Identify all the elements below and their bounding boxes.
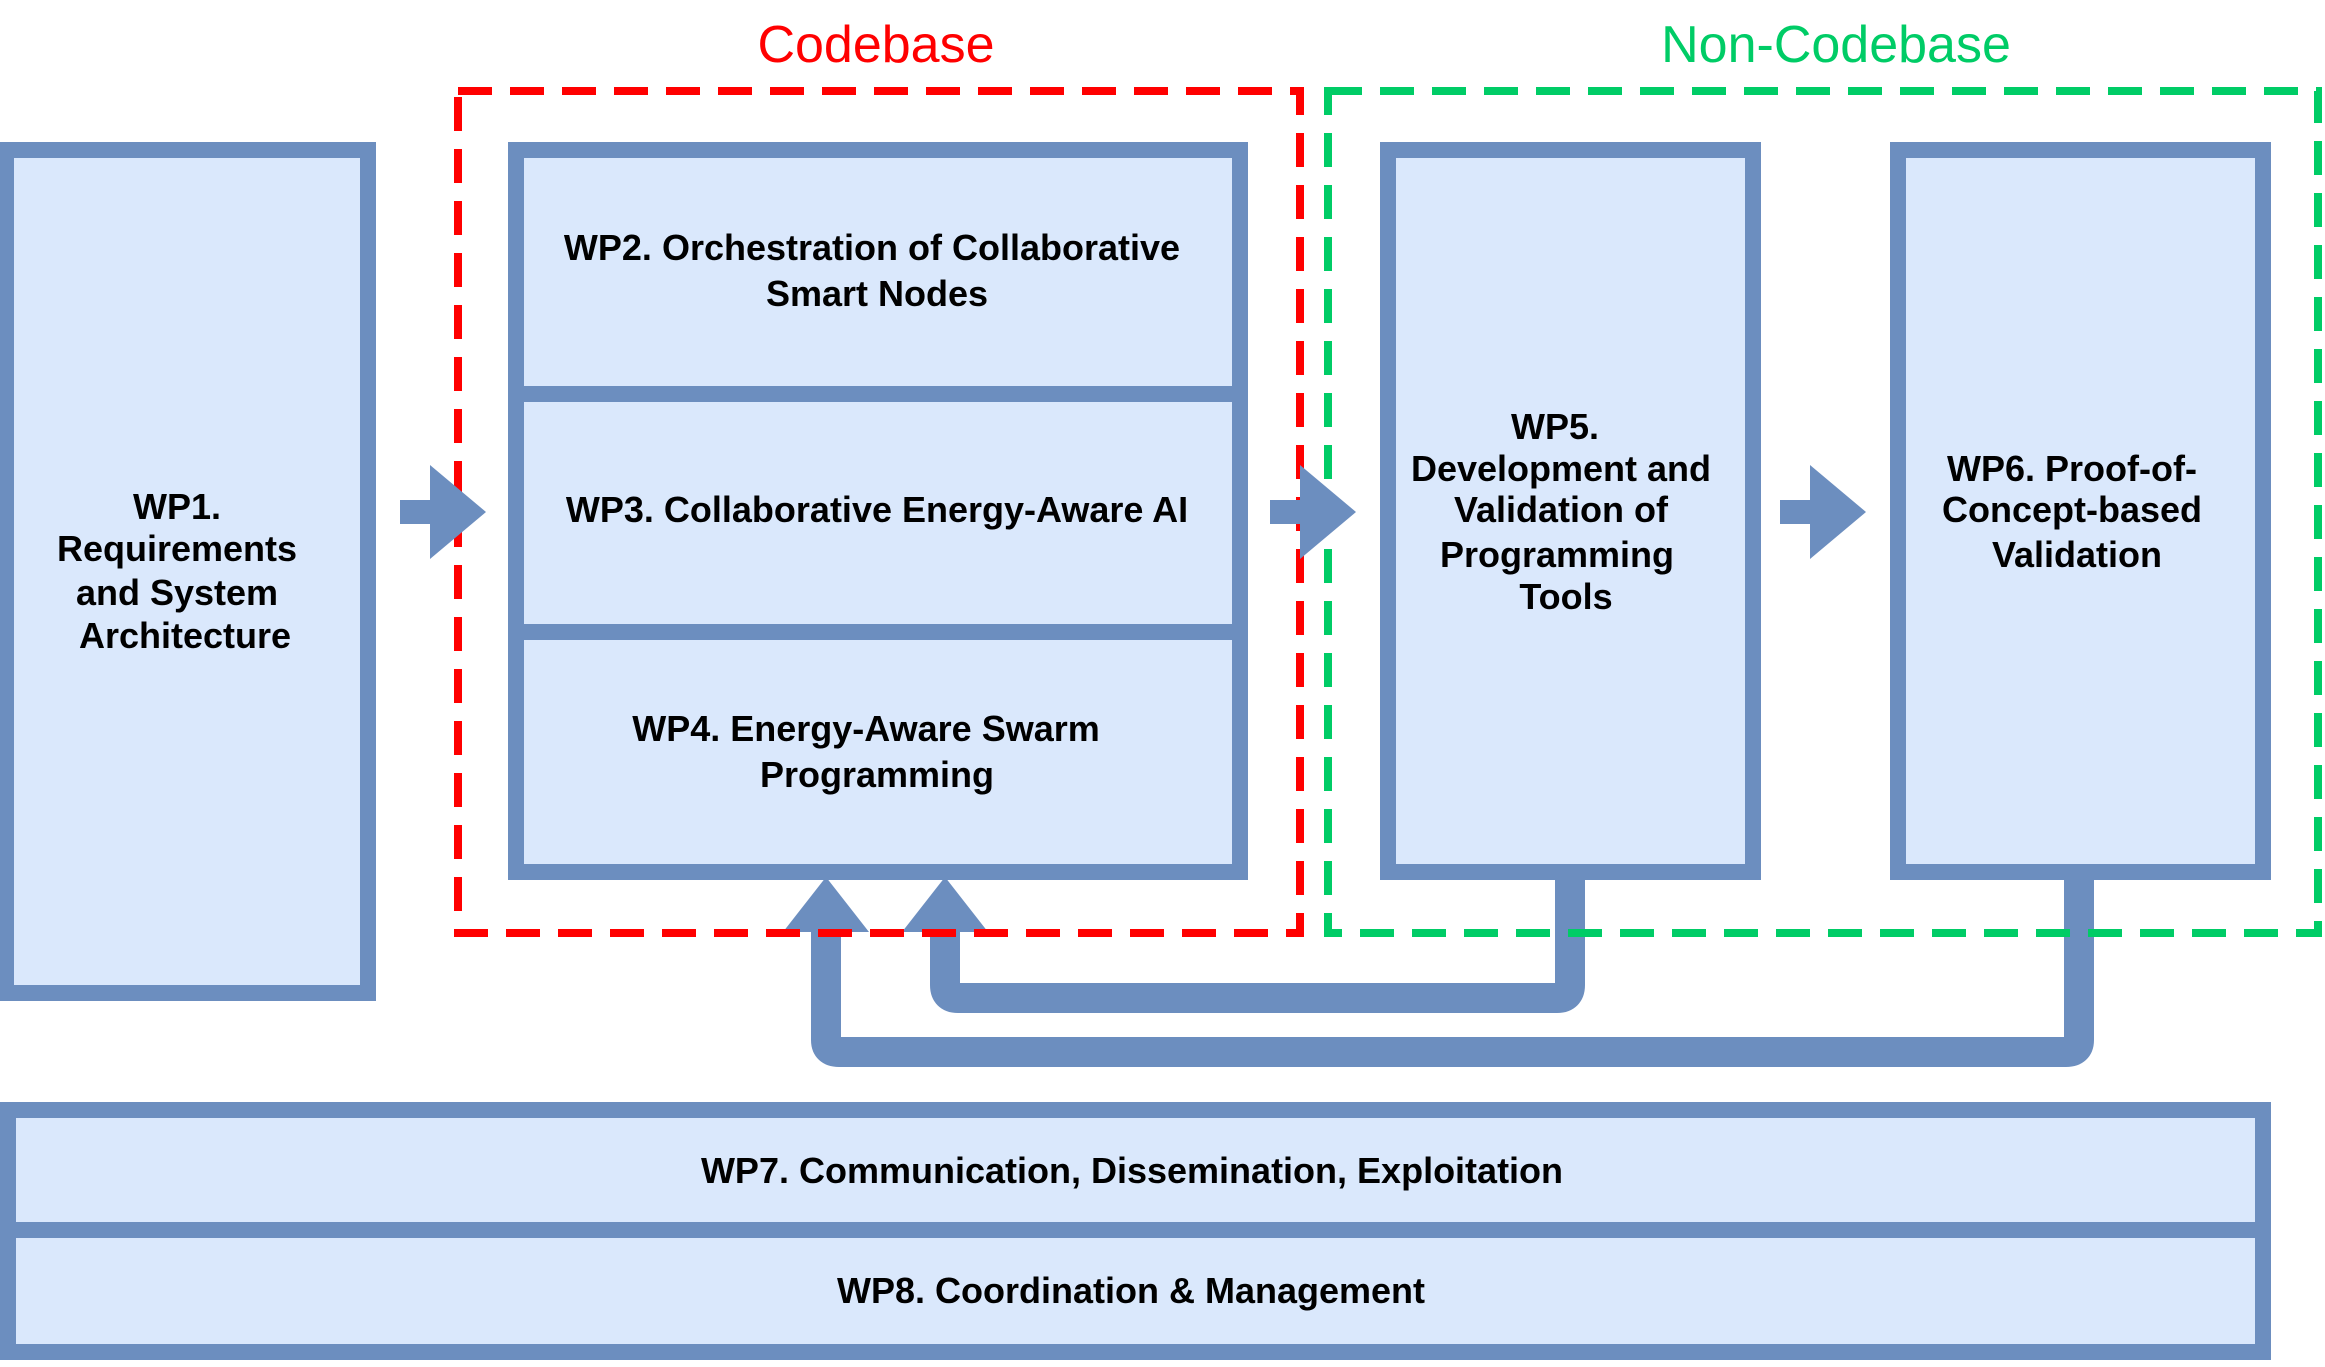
feedback-loop-wp6-to-wp4 (826, 880, 2079, 1052)
wp8-label: WP8. Coordination & Management (836, 1270, 1426, 1311)
wp3-label: WP3. Collaborative Energy-Aware AI (565, 489, 1189, 530)
wp4-box (516, 632, 1240, 872)
wp4-label: WP4. Energy-Aware Swarm Programming (632, 708, 1100, 795)
wp1-label: WP1. Requirements and System Architecture (56, 486, 298, 656)
feedback-loop-wp5-to-wp4 (945, 880, 1570, 998)
arrow-wp1-to-codebase (400, 465, 486, 559)
wp6-label: WP6. Proof-of- Concept-based Validation (1941, 448, 2203, 575)
feedback-arrowhead-wp5 (902, 877, 988, 932)
wp2-label: WP2. Orchestration of Collaborative Smart Nodes (563, 227, 1181, 314)
arrow-codebase-to-wp5 (1270, 465, 1356, 559)
wp2-box (516, 150, 1240, 394)
non-codebase-label: Non-Codebase (1661, 16, 2011, 74)
wp5-label: WP5. Development and Validation of Programming Tools (1410, 406, 1712, 617)
feedback-arrowhead-wp6 (783, 877, 869, 932)
codebase-label: Codebase (757, 16, 995, 74)
wp7-label: WP7. Communication, Dissemination, Exploitation (700, 1150, 1564, 1191)
arrow-wp5-to-wp6 (1780, 465, 1866, 559)
